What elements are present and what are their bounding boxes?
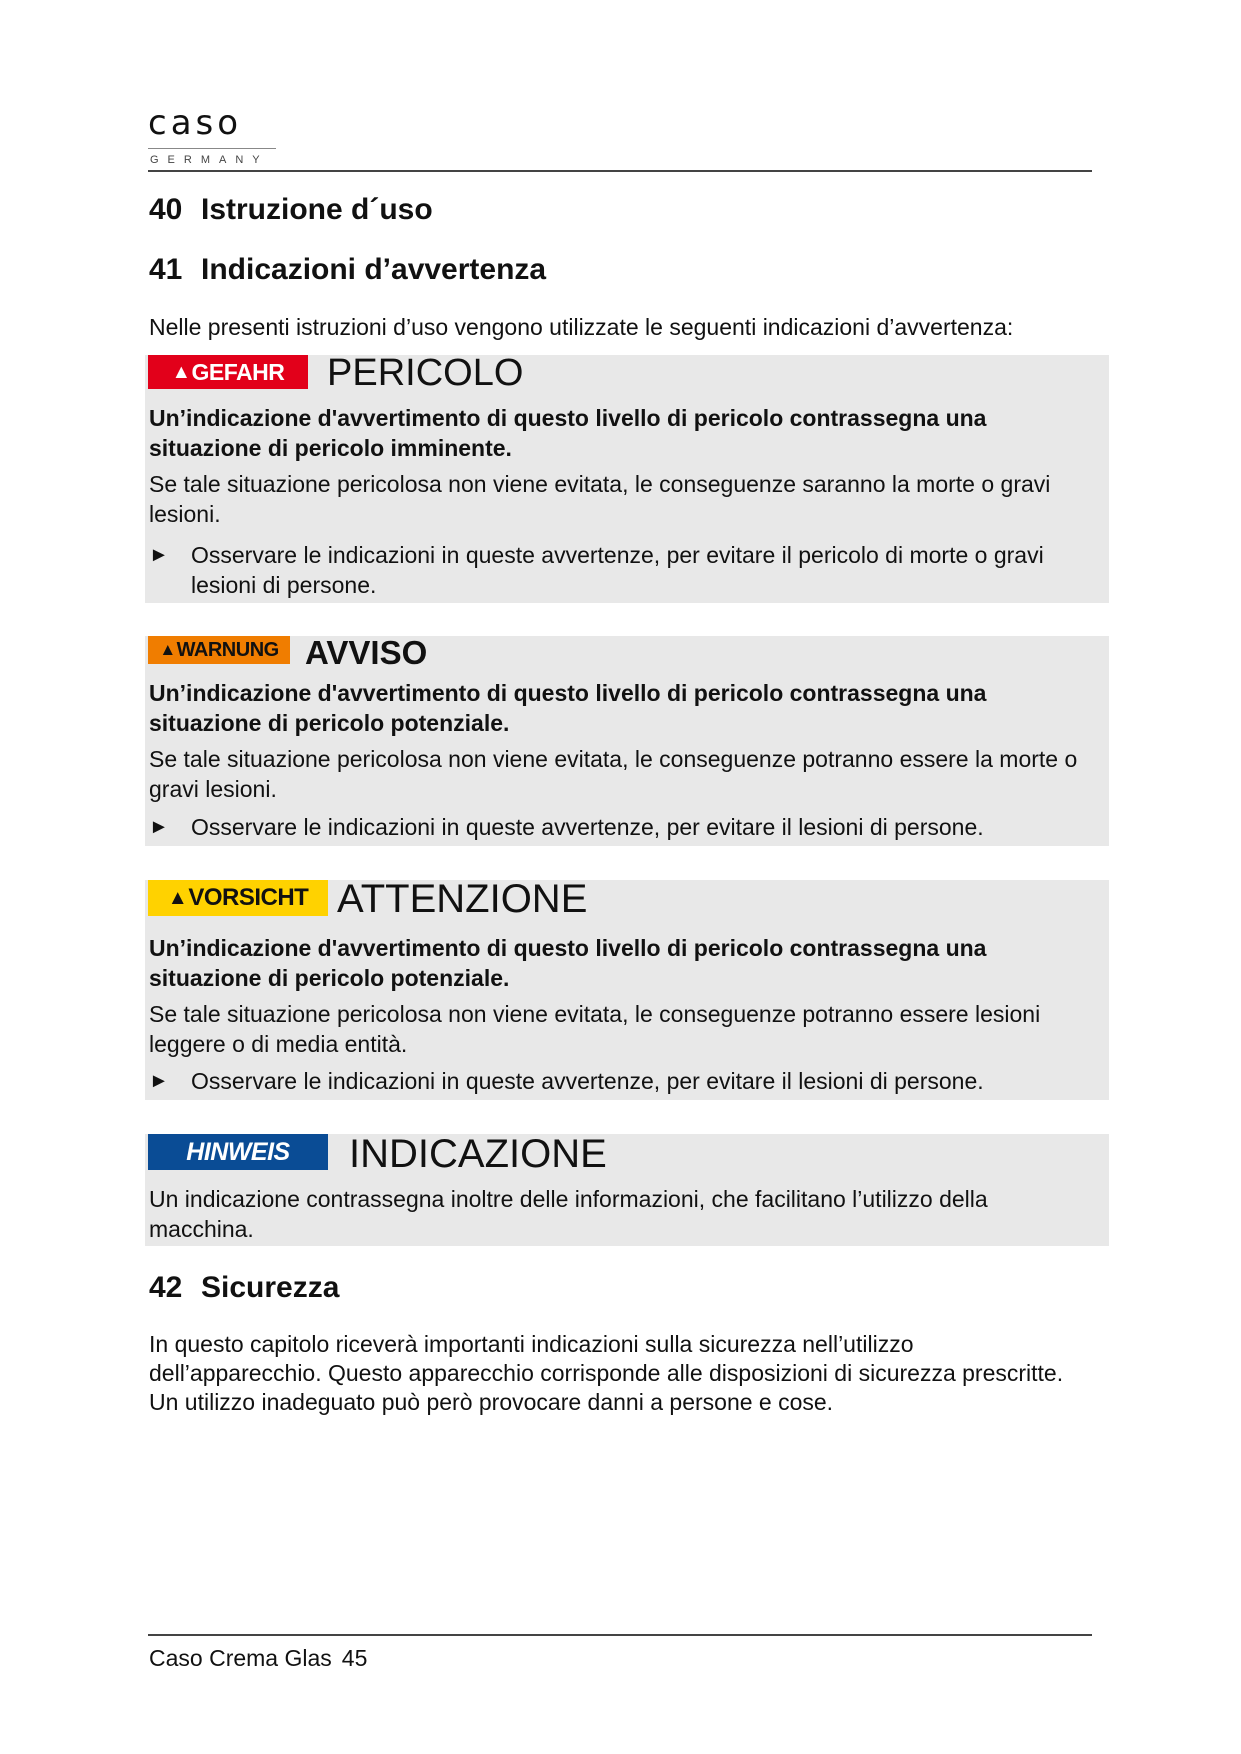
- danger-warning-box: [145, 352, 1109, 603]
- bullet-arrow-icon: ►: [149, 816, 169, 838]
- intro-text: Nelle presenti istruzioni d’uso vengono utilizzate le seguenti indicazioni d’avvertenza:: [149, 314, 1014, 340]
- caution-box: [145, 877, 1109, 1100]
- badge-label: VORSICHT: [188, 884, 309, 911]
- logo-divider: [148, 148, 276, 149]
- section-title: Sicurezza: [201, 1271, 340, 1304]
- section-title: Istruzione d´uso: [201, 193, 433, 226]
- warnung-badge: [148, 636, 290, 664]
- box-strong-text: [149, 933, 1099, 993]
- box-title: ATTENZIONE: [337, 877, 588, 921]
- body-line: Un indicazione contrassegna inoltre delle informazioni, che facilitano l’utilizzo della: [149, 1186, 988, 1212]
- page-footer: [149, 1644, 367, 1672]
- warning-box: [145, 636, 1109, 846]
- bullet-arrow-icon: ►: [149, 1070, 169, 1092]
- hinweis-badge: [148, 1134, 328, 1170]
- box-body-text: [149, 744, 1109, 804]
- notice-box: [145, 1134, 1109, 1246]
- page-number: 45: [341, 1645, 368, 1671]
- logo-wordmark: caso: [148, 103, 243, 143]
- warning-triangle-icon: ▲: [159, 640, 176, 659]
- box-strong-text: [149, 403, 1099, 463]
- section-number: 41: [149, 253, 183, 286]
- box-title: AVVISO: [305, 634, 428, 671]
- heading-section-42: [149, 1270, 339, 1306]
- bullet-line: lesioni di persone.: [191, 572, 377, 598]
- paragraph-line: In questo capitolo riceverà importanti indicazioni sulla sicurezza nell’utilizzo: [149, 1331, 914, 1357]
- section-number: 42: [149, 1271, 183, 1304]
- body-line: leggere o di media entità.: [149, 1031, 408, 1057]
- footer-rule: [148, 1634, 1092, 1636]
- box-title: INDICAZIONE: [349, 1132, 607, 1176]
- box-title: PERICOLO: [327, 352, 524, 394]
- badge-label: HINWEIS: [186, 1137, 290, 1166]
- warning-triangle-icon: ▲: [167, 886, 188, 909]
- body-line: Se tale situazione pericolosa non viene evitata, le conseguenze potranno essere la morte o: [149, 746, 1078, 772]
- header-rule: [148, 170, 1092, 172]
- strong-line: Un’indicazione d'avvertimento di questo livello di pericolo contrassegna una: [149, 405, 987, 431]
- box-strong-text: [149, 678, 1099, 738]
- body-line: Se tale situazione pericolosa non viene evitata, le conseguenze potranno essere lesioni: [149, 1001, 1041, 1027]
- box-body-text: [149, 999, 1109, 1059]
- section-title: Indicazioni d’avvertenza: [201, 253, 547, 286]
- bullet-text: [191, 1066, 1091, 1096]
- bullet-line: Osservare le indicazioni in queste avvertenze, per evitare il lesioni di persone.: [191, 814, 984, 840]
- vorsicht-badge: [148, 880, 328, 916]
- bullet-line: Osservare le indicazioni in queste avvertenze, per evitare il lesioni di persone.: [191, 1068, 984, 1094]
- bullet-text: [191, 540, 1091, 600]
- strong-line: situazione di pericolo imminente.: [149, 435, 512, 461]
- badge-label: WARNUNG: [176, 638, 279, 661]
- body-line: lesioni.: [149, 501, 221, 527]
- bullet-line: Osservare le indicazioni in queste avvertenze, per evitare il pericolo di morte o gravi: [191, 542, 1044, 568]
- section-number: 40: [149, 193, 183, 226]
- body-line: gravi lesioni.: [149, 776, 277, 802]
- strong-line: Un’indicazione d'avvertimento di questo livello di pericolo contrassegna una: [149, 680, 987, 706]
- box-body-text: [149, 469, 1109, 529]
- safety-paragraph: [149, 1330, 1089, 1417]
- body-line: Se tale situazione pericolosa non viene evitata, le conseguenze saranno la morte o gravi: [149, 471, 1051, 497]
- bullet-arrow-icon: ►: [149, 544, 169, 566]
- paragraph-line: dell’apparecchio. Questo apparecchio corrisponde alle disposizioni di sicurezza prescritte.: [149, 1360, 1064, 1386]
- caso-logo: [148, 103, 288, 170]
- box-body-text: [149, 1184, 1109, 1244]
- strong-line: Un’indicazione d'avvertimento di questo livello di pericolo contrassegna una: [149, 935, 987, 961]
- footer-product-name: Caso Crema Glas: [149, 1645, 332, 1671]
- paragraph-line: Un utilizzo inadeguato può però provocare danni a persone e cose.: [149, 1389, 834, 1415]
- heading-section-41: [149, 252, 546, 288]
- warning-triangle-icon: ▲: [171, 360, 191, 383]
- heading-section-40: [149, 192, 433, 228]
- strong-line: situazione di pericolo potenziale.: [149, 710, 510, 736]
- logo-subtitle: GERMANY: [150, 154, 269, 166]
- body-line: macchina.: [149, 1216, 254, 1242]
- badge-label: GEFAHR: [191, 358, 285, 385]
- strong-line: situazione di pericolo potenziale.: [149, 965, 510, 991]
- bullet-text: [191, 812, 1091, 842]
- gefahr-badge: [148, 355, 308, 389]
